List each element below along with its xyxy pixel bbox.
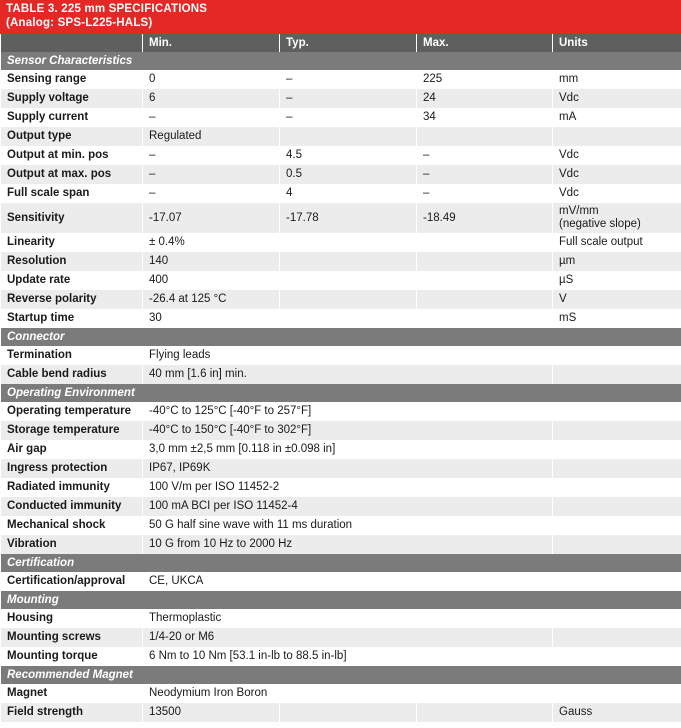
table-row: Certification/approval CE, UKCA bbox=[1, 572, 681, 591]
table-row: Field strength 13500 Gauss bbox=[1, 703, 681, 722]
table-row: Magnet Neodymium Iron Boron bbox=[1, 684, 681, 703]
section-operating-environment: Operating Environment bbox=[1, 384, 681, 402]
header-typ: Typ. bbox=[280, 34, 417, 52]
header-parameter bbox=[1, 34, 143, 52]
header-max: Max. bbox=[417, 34, 553, 52]
table-row: Reverse polarity -26.4 at 125 °C V bbox=[1, 290, 681, 309]
table-header-row bbox=[1, 34, 681, 52]
table-row: Output at min. pos – 4.5 – Vdc bbox=[1, 146, 681, 165]
table-row: Ingress protection IP67, IP69K bbox=[1, 459, 681, 478]
section-sensor-characteristics: Sensor Characteristics bbox=[1, 52, 681, 70]
table-row: Mounting torque 6 Nm to 10 Nm [53.1 in-lb to 88.5 in-lb] bbox=[1, 647, 681, 666]
table-row: Air gap 3,0 mm ±2,5 mm [0.118 in ±0.098 in] bbox=[1, 440, 681, 459]
table-row: Output at max. pos – 0.5 – Vdc bbox=[1, 165, 681, 184]
table-title-line2: (Analog: SPS-L225-HALS) bbox=[6, 17, 153, 29]
table-row: Radiated immunity 100 V/m per ISO 11452-2 bbox=[1, 478, 681, 497]
table-row: Sensitivity -17.07 -17.78 -18.49 mV/mm (negative slope) bbox=[1, 203, 681, 233]
table-row: Housing Thermoplastic bbox=[1, 609, 681, 628]
section-certification: Certification bbox=[1, 554, 681, 572]
table-row: Supply voltage 6 – 24 Vdc bbox=[1, 89, 681, 108]
table-row: Operating temperature -40°C to 125°C [-40°F to 257°F] bbox=[1, 402, 681, 421]
table-row: Full scale span – 4 – Vdc bbox=[1, 184, 681, 203]
table-row: Startup time 30 mS bbox=[1, 309, 681, 328]
table-row: Resolution 140 µm bbox=[1, 252, 681, 271]
table-title-line1: TABLE 3. 225 mm SPECIFICATIONS bbox=[6, 3, 208, 15]
table-row: Termination Flying leads bbox=[1, 346, 681, 365]
section-connector: Connector bbox=[1, 328, 681, 346]
table-row: Conducted immunity 100 mA BCI per ISO 11452-4 bbox=[1, 497, 681, 516]
table-row: Output type Regulated bbox=[1, 127, 681, 146]
table-row: Supply current – – 34 mA bbox=[1, 108, 681, 127]
header-min: Min. bbox=[143, 34, 280, 52]
table-row: Storage temperature -40°C to 150°C [-40°F to 302°F] bbox=[1, 421, 681, 440]
specifications-table bbox=[0, 34, 681, 722]
table-row: Mounting screws 1/4-20 or M6 bbox=[1, 628, 681, 647]
table-row: Vibration 10 G from 10 Hz to 2000 Hz bbox=[1, 535, 681, 554]
header-units: Units bbox=[553, 34, 681, 52]
table-row: Cable bend radius 40 mm [1.6 in] min. bbox=[1, 365, 681, 384]
table-title bbox=[0, 0, 681, 34]
sensitivity-units: mV/mm (negative slope) bbox=[553, 203, 681, 233]
table-row: Update rate 400 µS bbox=[1, 271, 681, 290]
table-row: Linearity ± 0.4% Full scale output bbox=[1, 233, 681, 252]
table-row: Mechanical shock 50 G half sine wave with 11 ms duration bbox=[1, 516, 681, 535]
table-row: Sensing range 0 – 225 mm bbox=[1, 70, 681, 89]
section-mounting: Mounting bbox=[1, 591, 681, 609]
section-recommended-magnet: Recommended Magnet bbox=[1, 666, 681, 684]
